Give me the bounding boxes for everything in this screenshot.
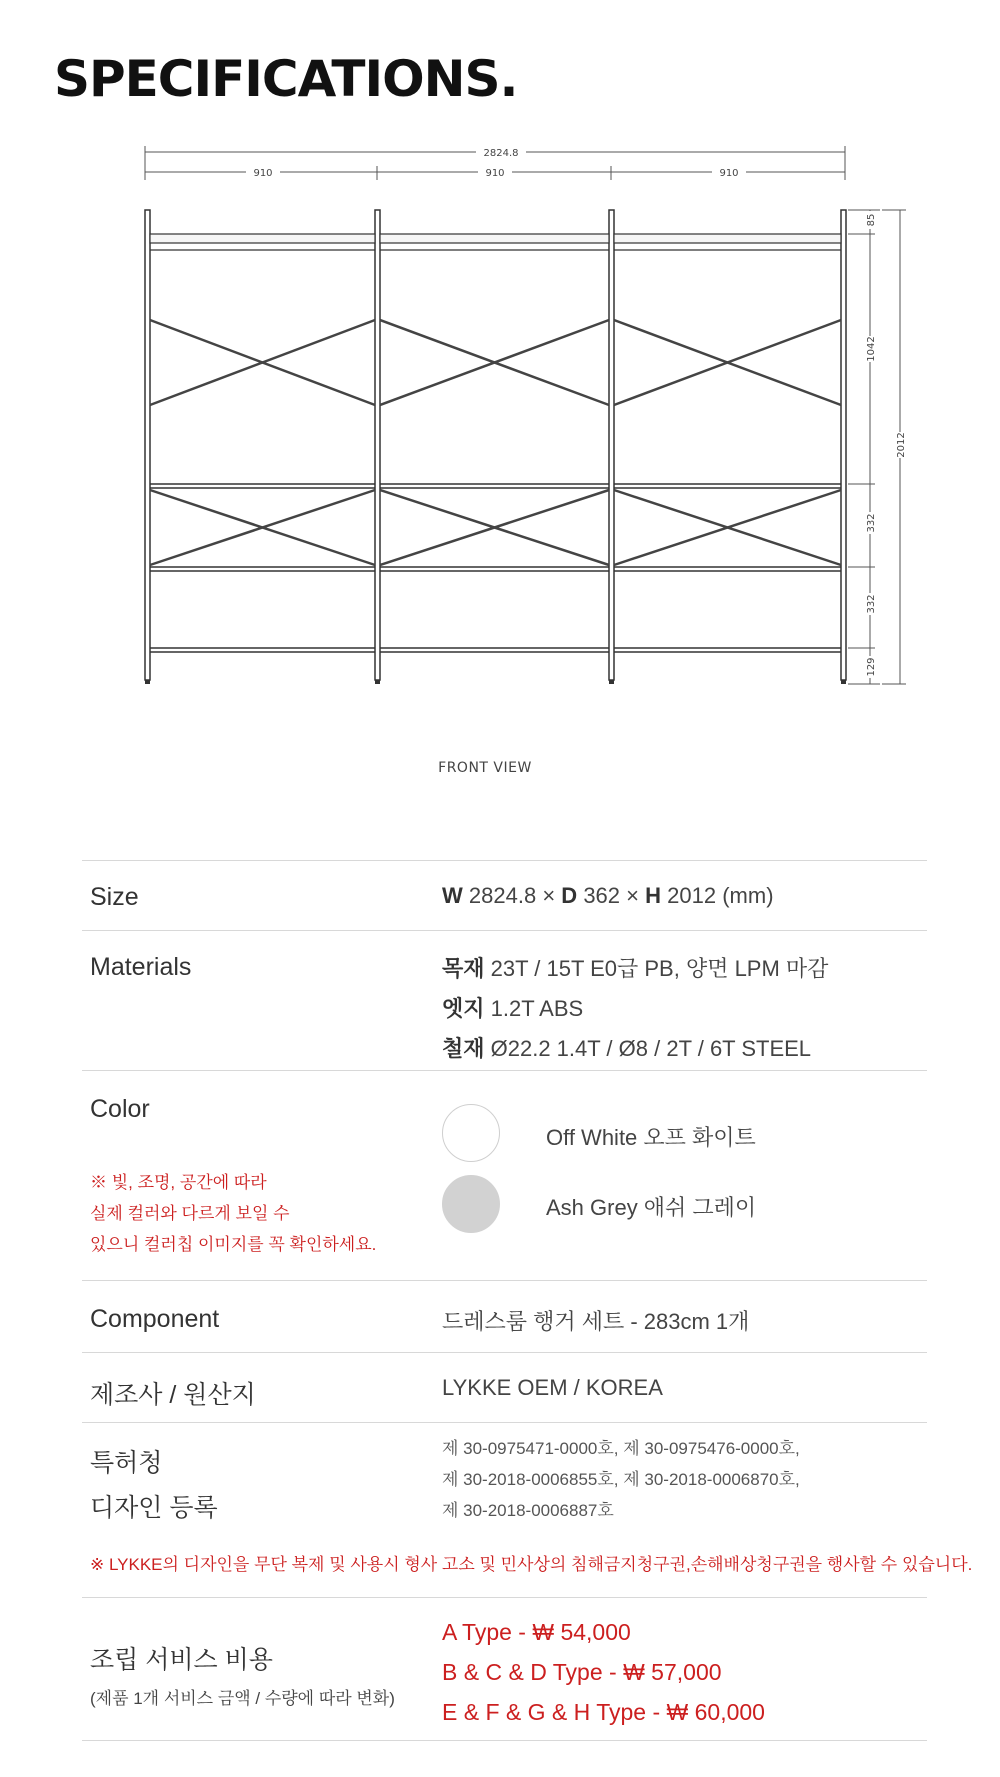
dim-h-3: 332 [866,513,877,533]
component-value: 드레스룸 행거 세트 - 283cm 1개 [442,1309,750,1334]
swatch-ash-grey[interactable] [442,1175,500,1233]
material-line: 목재 23T / 15T E0급 PB, 양면 LPM 마감 [442,956,829,981]
assembly-label: 조립 서비스 비용 [90,1646,273,1674]
dim-bay-2: 910 [485,168,505,179]
dim-total-height: 2012 [896,432,907,458]
material-line: 엣지 1.2T ABS [442,996,584,1021]
materials-label: Materials [90,953,192,981]
maker-label: 제조사 / 원산지 [90,1381,256,1409]
patent-value: 제 30-0975471-0000호, 제 30-0975476-0000호, 제 30-2018-0006855호, 제 30-2018-0006870호, 제 30-2018-0006887호 [442,1439,800,1520]
size-value: W 2824.8 × D 362 × H 2012 (mm) [442,883,774,908]
view-label: FRONT VIEW [438,760,532,776]
front-view-drawing [120,140,920,720]
assembly-sub: (제품 1개 서비스 금액 / 수량에 따라 변화) [90,1689,395,1708]
price-bcd: B & C & D Type - ₩ 57,000 [442,1659,722,1685]
dim-h-5: 129 [866,657,877,677]
row-assembly [82,1597,927,1741]
price-a: A Type - ₩ 54,000 [442,1619,631,1645]
maker-value: LYKKE OEM / KOREA [442,1375,663,1400]
color-label: Color [90,1095,150,1123]
spec-table [82,860,973,1760]
price-efgh: E & F & G & H Type - ₩ 60,000 [442,1699,765,1725]
dim-h-4: 332 [866,594,877,614]
assembly-prices [442,1612,765,1732]
row-maker [82,1352,927,1423]
materials-value [442,949,828,1069]
table-bottom-border [82,1740,927,1741]
warning-text: ※ LYKKE의 디자인을 무단 복제 및 사용시 형사 고소 및 민사상의 침해금지청구권,손해배상청구권을 행사할 수 있습니다. [90,1555,973,1574]
row-patent [82,1422,973,1598]
color-note: ※ 빛, 조명, 공간에 따라 실제 컬러와 다르게 보일 수 있으니 컬러칩 이미지를 꼭 확인하세요. [90,1173,377,1254]
row-color [82,1070,927,1281]
dim-h-1: 85 [866,213,877,227]
color-option-2: Ash Grey 애쉬 그레이 [546,1195,757,1220]
dim-bay-1: 910 [253,168,273,179]
page-title: SPECIFICATIONS. [54,50,518,108]
dim-total-width: 2824.8 [483,148,519,159]
row-component [82,1280,927,1353]
row-size [82,860,927,931]
row-materials [82,930,927,1071]
component-label: Component [90,1305,220,1333]
dim-h-2: 1042 [866,336,877,362]
dim-bay-3: 910 [719,168,739,179]
size-label: Size [90,883,139,911]
swatch-off-white[interactable] [442,1104,500,1162]
color-option-1: Off White 오프 화이트 [546,1125,756,1150]
patent-label: 특허청 디자인 등록 [90,1449,218,1522]
material-line: 철재 Ø22.2 1.4T / Ø8 / 2T / 6T STEEL [442,1036,812,1061]
